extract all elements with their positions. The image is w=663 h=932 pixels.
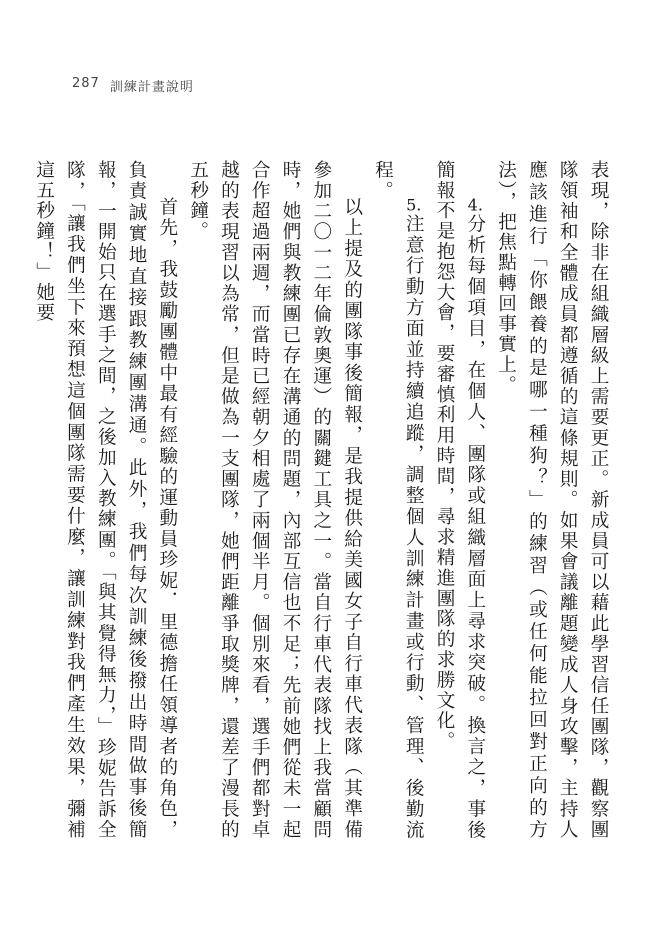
chapter-title: 訓練計畫說明: [109, 80, 194, 95]
list-number: 5.: [406, 197, 422, 214]
body-text: [33, 160, 613, 840]
paragraph-continuation: 表現，除非在組織層級上需要更正。新成員可以藉此學習信任團隊，觀察團隊領袖和全體成員都遵循的這條規則。如果會議離題變成人身攻擊，主持人應該進行「你餵養的是哪一種狗？」的練習（或任何能拉回對正向的方法），把焦點轉回事實上。: [495, 160, 609, 840]
paragraph: 首先，我鼓勵團體中最有經驗的運動員珍妮．里德擔任領導者的角色，負責誠實地直接跟教練團溝通。此外，我們每次訓練後撥出時間做事後簡報，一開始只在選手之間，之後加入教練團。「與其覺得無力，」珍妮告訴全隊，「讓我們坐下來預想這個團隊需要什麼，讓訓練對我們產生效果，彌補這五秒鐘！」她要: [33, 160, 178, 840]
paragraph: 以上提及的團隊事後簡報，是我提供給美國女子自行車代表隊（其準備參加二〇一二年倫敦奧運）的關鍵工具之一。當自行車代表隊找上我當顧問時，她們與教練團已存在溝通的問題，內部互信也不足；先前她們從未一起合作超過兩週，而當時已經朝夕相處了兩個半月。個別來看，選手們都對卓越的表現習以為常，但是做為一支團隊，她們距離爭取獎牌，還差了漫長的五秒鐘。: [187, 160, 363, 840]
list-number: 4.: [467, 197, 483, 214]
page-number: 287: [72, 76, 100, 91]
list-item-4: [428, 160, 490, 840]
list-item-text: 注意行動方面並持續追蹤，調整個人訓練計畫或行動、管理、後勤流程。: [372, 160, 425, 840]
running-head: [72, 76, 194, 95]
list-item-5: [367, 160, 429, 840]
list-item-text: 分析每個項目，在個人、團隊或組織層面上尋求突破。換言之，事後簡報不是抱怨大會，要審慎利用時間，尋求精進團隊的求勝文化。: [434, 160, 486, 840]
